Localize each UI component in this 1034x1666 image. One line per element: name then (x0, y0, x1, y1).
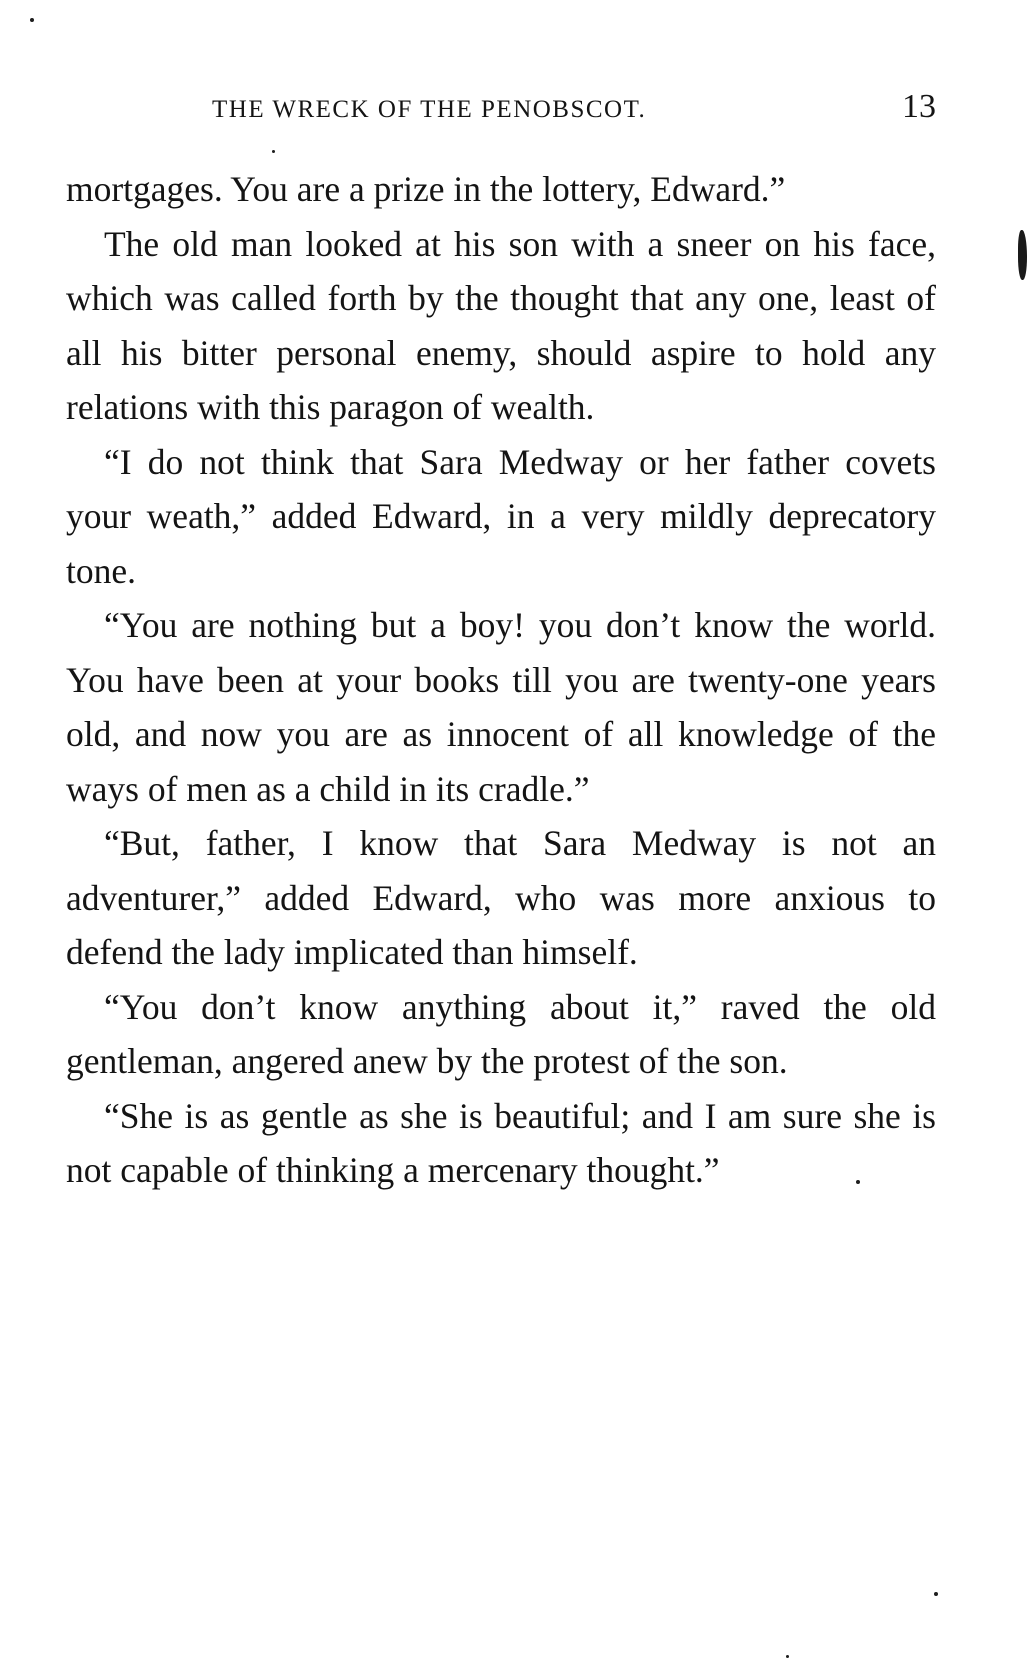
ink-speck (856, 1180, 860, 1184)
paragraph-4: “You are nothing but a boy! you don’t know the world. You have been at your books till you are twenty-one years old, and now you are as innocent of all knowledge of the ways of men as a child in its cradle.” (66, 605, 936, 809)
body-text (66, 162, 936, 1198)
running-title: THE WRECK OF THE PENOBSCOT. (212, 96, 647, 123)
paragraph-7: “She is as gentle as she is beautiful; and I am sure she is not capable of thinking a mercenary thought.” (66, 1095, 936, 1190)
ink-speck (30, 18, 34, 22)
paragraph-6: “You don’t know anything about it,” raved the old gentleman, angered anew by the protest of the son. (66, 986, 936, 1081)
margin-ink-mark (1018, 230, 1027, 280)
ink-speck (786, 1655, 789, 1658)
ink-speck (272, 150, 275, 153)
paragraph-2: The old man looked at his son with a sneer on his face, which was called forth by the thought that any one, least of all his bitter personal enemy, should aspire to hold any relations with this paragon of wealth. (66, 223, 936, 427)
running-head (66, 88, 936, 128)
paragraph-3: “I do not think that Sara Medway or her father covets your weath,” added Edward, in a very mildly deprecatory tone. (66, 441, 936, 591)
paragraph-5: “But, father, I know that Sara Medway is not an adventurer,” added Edward, who was more anxious to defend the lady implicated than himself. (66, 823, 936, 972)
ink-speck (934, 1592, 938, 1596)
page-number: 13 (902, 88, 936, 125)
paragraph-1: mortgages. You are a prize in the lottery, Edward.” (66, 169, 786, 209)
